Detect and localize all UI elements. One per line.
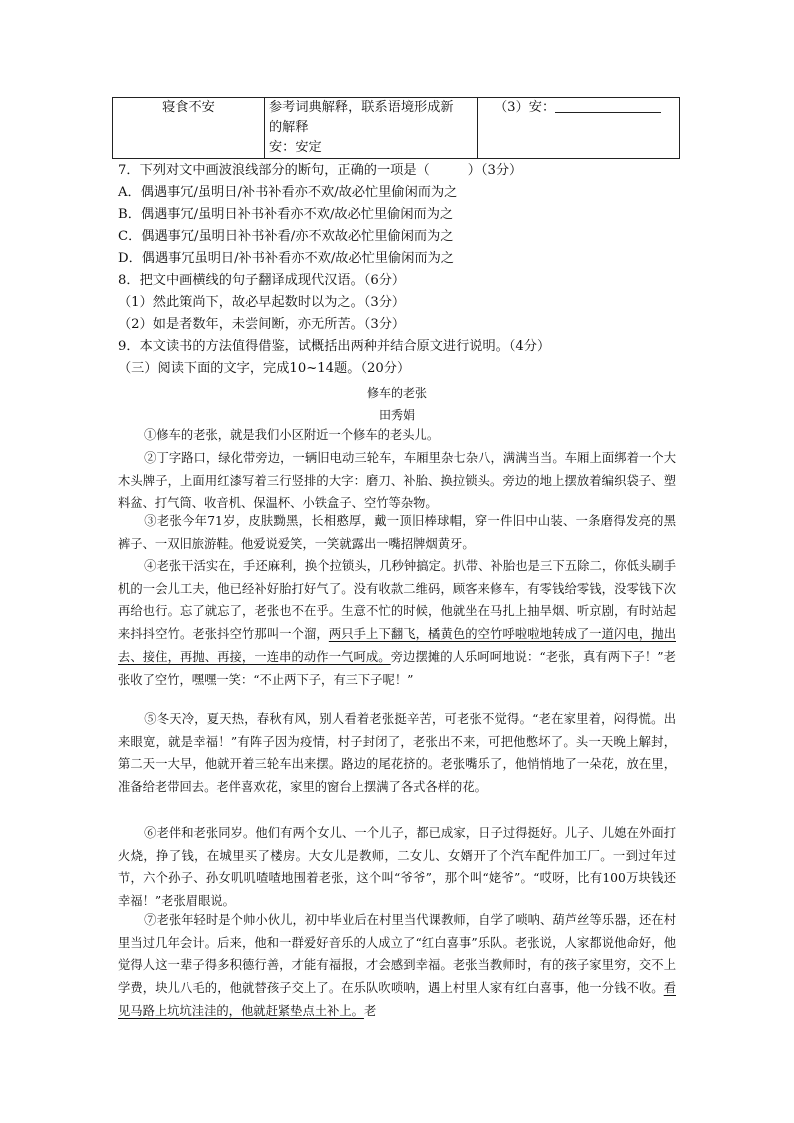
q7-stem	[118, 161, 522, 181]
underlined-sentence: 两只手上下翻飞，橘黄色的空竹呼啦啦地转成了一道闪电，抛出去、接住，再抛、再接，一连串的动作一气呵成。	[118, 627, 676, 664]
article-paragraph-4: ④老张干活实在，手还麻利，换个拉锁头，几秒钟搞定。扒带、补胎也是三下五除二，你低头刷手机的一会儿工夫，他已经补好胎打好气了。没有收款二维码，顾客来修车，有零钱给零钱，没零钱下次再给也行。忘了就忘了，老张也不在乎。生意不忙的时候，他就坐在马扎上抽旱烟、听京剧，有时站起来抖抖空竹。老张抖空竹那叫一个溜，两只手上下翻飞，橘黄色的空竹呼啦啦地转成了一道闪电，抛出去、接住，再抛、再接，一连串的动作一气呵成。旁边摆摊的人乐呵呵地说：“老张，真有两下子！”老张收了空竹，嘿嘿一笑：“不止两下子，有三下子呢！”	[118, 559, 676, 687]
q9-stem: 9．本文读书的方法值得借鉴，试概括出两种并结合原文进行说明。（4分）	[118, 339, 551, 354]
article-paragraph-7: ⑦老张年轻时是个帅小伙儿，初中毕业后在村里当代课教师，自学了唢呐、葫芦丝等乐器，还在村里当过几年会计。后来，他和一群爱好音乐的人成立了“红白喜事”乐队。老张说，人家都说他命好，他觉得人这一辈子得多积德行善，才能有福报，才会感到幸福。老张当教师时，有的孩子家里穷，交不上学费，块儿八毛的，他就替孩子交上了。在乐队吹唢呐，遇上村里人家有红白喜事，他一分钱不收。看见马路上坑坑洼洼的，他就赶紧垫点土补上。老	[118, 913, 676, 1018]
table-word: 寝食不安	[162, 100, 215, 115]
q7-stem-text: 7．下列对文中画波浪线部分的断句，正确的一项是（	[118, 163, 430, 178]
q7-option-c[interactable]: C．偶遇事冗/虽明日补书补看/亦不欢故必忙里偷闲而为之	[118, 229, 454, 244]
table-method-line: 的解释	[269, 120, 309, 135]
article-author: 田秀娟	[378, 408, 415, 422]
article-paragraph-6: ⑥老伴和老张同岁。他们有两个女儿、一个儿子，都已成家，日子过得挺好。儿子、儿媳在外面打火烧，挣了钱，在城里买了楼房。大女儿是教师，二女儿、女婿开了个汽车配件加工厂。一到过年过节，六个孙子、孙女叽叽喳喳地围着老张，这个叫“爷爷”，那个叫“姥爷”。“哎呀，比有100万块钱还幸福！”老张眉眼说。	[118, 826, 676, 909]
q7-score: ）（3分）	[467, 163, 523, 178]
answer-blank[interactable]	[555, 98, 661, 113]
q7-option-d[interactable]: D．偶遇事冗虽明日/补书补看亦不欢/故必忙里偷闲而为之	[118, 251, 454, 266]
table-answer-cell	[478, 98, 680, 159]
article-paragraph-2: ②丁字路口，绿化带旁边，一辆旧电动三轮车，车厢里杂七杂八，满满当当。车厢上面绑着一个大木头牌子，上面用红漆写着三行竖排的大字：磨刀、补胎、换拉锁头。旁边的地上摆放着编织袋子、塑料盆、打气筒、收音机、保温杯、小铁盒子、空竹等杂物。	[118, 451, 676, 511]
article-paragraph-5: ⑤冬天冷，夏天热，春秋有风，别人看着老张挺辛苦，可老张不觉得。“老在家里着，闷得慌。出来眼宽，就是幸福！”有阵子因为疫情，村子封闭了，老张出不来，可把他憋坏了。头一天晚上解封，第二天一大早，他就开着三轮车出来摆。路边的尾花挤的。老张嘴乐了，他悄悄地了一朵花，放在里，准备给老带回去。老伴喜欢花，家里的窗台上摆满了各式各样的花。	[118, 712, 676, 795]
underlined-sentence: 看见马路上坑坑洼洼的，他就赶紧垫点土补上。	[118, 981, 676, 1018]
article-title: 修车的老张	[366, 386, 427, 400]
table-method-line: 参考词典解释，联系语境形成新	[269, 100, 454, 115]
q8-item-2: （2）如是者数年，未尝间断，亦无所苦。（3分）	[118, 317, 406, 332]
table-word-cell	[113, 98, 265, 159]
table-method-line: 安：安定	[269, 140, 322, 155]
article-paragraph-3: ③老张今年71岁，皮肤黝黑，长相憨厚，戴一顶旧棒球帽，穿一件旧中山装、一条磨得发亮的黑裤子、一双旧旅游鞋。他爱说爱笑，一笑就露出一嘴招牌烟黄牙。	[118, 514, 676, 551]
table-method-cell	[265, 98, 478, 159]
vocab-table	[112, 97, 680, 159]
article-paragraph-1: ①修车的老张，就是我们小区附近一个修车的老头儿。	[144, 428, 440, 442]
section-heading: （三）阅读下面的文字，完成10~14题。（20分）	[118, 361, 411, 376]
q7-option-b[interactable]: B．偶遇事冗/虽明日补书补看亦不欢/故必忙里偷闲而为之	[118, 207, 454, 222]
answer-label: （3）安：	[494, 100, 556, 115]
q7-option-a[interactable]: A．偶遇事冗/虽明日/补书补看亦不欢/故必忙里偷闲而为之	[118, 185, 458, 200]
q8-item-1: （1）然此策尚下，故必早起数时以为之。（3分）	[118, 295, 406, 310]
table-row	[113, 98, 680, 159]
q8-stem: 8．把文中画横线的句子翻译成现代汉语。（6分）	[118, 273, 406, 288]
